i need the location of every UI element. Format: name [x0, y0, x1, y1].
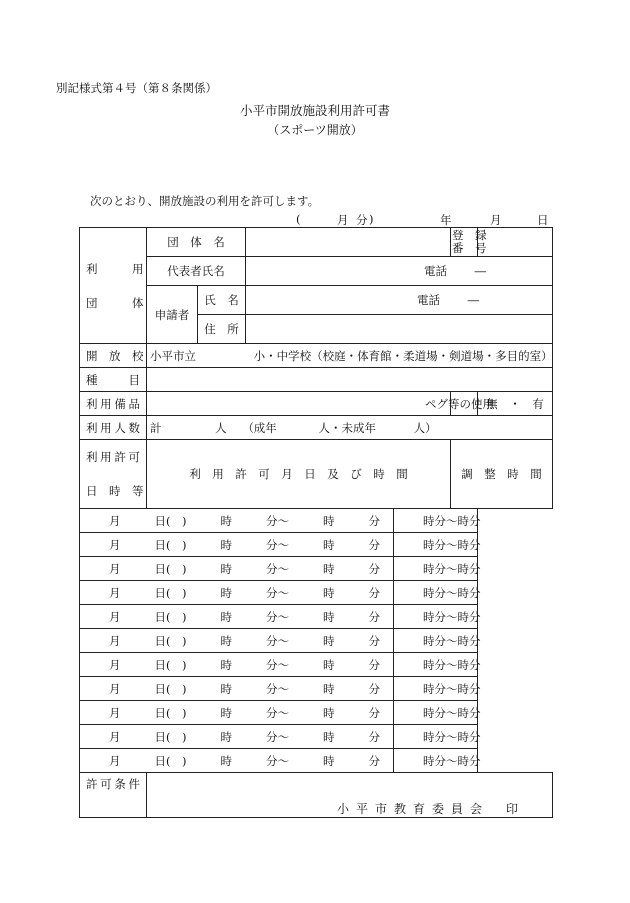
representative-label: 代表者氏名 — [147, 257, 246, 286]
adjust-minute-tilde-label: 分～ — [434, 537, 458, 552]
schedule-hour2-label: 時 — [322, 753, 335, 768]
schedule-hour2-label: 時 — [322, 609, 335, 624]
schedule-permit-time[interactable] — [80, 749, 394, 773]
adjust-hour2-label: 時 — [457, 681, 469, 696]
schedule-day-label: 日( ) — [154, 729, 187, 744]
schedule-month-label: 月 — [109, 633, 121, 648]
schedule-minute-label: 分 — [368, 633, 380, 648]
schedule-hour-label: 時 — [220, 609, 232, 624]
schedule-minute-tilde-label: 分～ — [265, 729, 289, 744]
adjust-hour2-label: 時 — [457, 729, 469, 744]
adjust-hour-label: 時 — [423, 537, 435, 552]
schedule-minute-tilde-label: 分～ — [265, 585, 289, 600]
schedule-row — [80, 533, 553, 557]
people-close: 人） — [413, 420, 437, 435]
schedule-month-label: 月 — [109, 513, 121, 528]
schedule-month-label: 月 — [109, 609, 121, 624]
schedule-row — [80, 749, 553, 773]
adjust-minute-label: 分 — [469, 609, 481, 624]
schedule-minute-label: 分 — [368, 657, 380, 672]
adjust-minute-tilde-label: 分～ — [434, 729, 458, 744]
people-adult-label: （成年 — [242, 420, 277, 435]
schedule-minute-tilde-label: 分～ — [265, 657, 289, 672]
adjust-hour-label: 時 — [423, 657, 435, 672]
schedule-hour-label: 時 — [220, 729, 232, 744]
registration-label: 登 録 番 号 — [452, 228, 487, 255]
schedule-minute-label: 分 — [368, 561, 380, 576]
schedule-minute-label: 分 — [368, 609, 380, 624]
schedule-day-label: 日( ) — [154, 681, 187, 696]
adjust-minute-label: 分 — [469, 681, 481, 696]
equipment-label: 利用備品 — [80, 392, 147, 416]
schedule-hour2-label: 時 — [322, 657, 335, 672]
schedule-permit-time[interactable] — [80, 557, 394, 581]
schedule-permit-time[interactable] — [80, 653, 394, 677]
schedule-adjust-time[interactable] — [394, 509, 481, 533]
document-title: 小平市開放施設利用許可書 — [239, 103, 390, 118]
applicant-address-label: 住 所 — [198, 315, 246, 344]
schedule-permit-time[interactable] — [80, 725, 394, 749]
adjust-hour2-label: 時 — [457, 705, 469, 720]
schedule-header-right: 調 整 時 間 — [451, 440, 553, 509]
schedule-permit-time[interactable] — [80, 677, 394, 701]
group-name-row — [80, 228, 553, 257]
people-total-label: 計 — [150, 420, 162, 435]
schedule-adjust-time[interactable] — [394, 677, 481, 701]
adjust-minute-label: 分 — [469, 513, 481, 528]
people-minor-label: 人・未成年 — [318, 420, 376, 435]
category-row — [80, 368, 553, 392]
schedule-minute-tilde-label: 分～ — [265, 561, 289, 576]
date-day-label: 日 — [537, 213, 549, 227]
registration-field[interactable] — [478, 228, 553, 257]
schedule-minute-tilde-label: 分～ — [265, 705, 289, 720]
schedule-day-label: 日( ) — [154, 705, 187, 720]
equipment-row — [80, 392, 553, 416]
adjust-hour2-label: 時 — [457, 753, 469, 768]
date-minute-label: 分 — [356, 213, 368, 227]
date-year-label: 年 — [440, 213, 452, 227]
schedule-hour2-label: 時 — [322, 537, 335, 552]
conditions-label: 許可条件 — [80, 773, 147, 818]
people-label: 利用人数 — [80, 416, 147, 440]
adjust-minute-label: 分 — [469, 729, 481, 744]
rep-phone-label: 電話 — [424, 264, 447, 278]
adjust-hour2-label: 時 — [457, 609, 469, 624]
schedule-minute-label: 分 — [368, 585, 380, 600]
adjust-minute-label: 分 — [469, 657, 481, 672]
schedule-month-label: 月 — [109, 681, 121, 696]
peg-usage-label: ペグ等の使用 — [451, 392, 478, 416]
schedule-adjust-time[interactable] — [394, 629, 481, 653]
adjust-hour2-label: 時 — [457, 585, 469, 600]
schedule-row — [80, 677, 553, 701]
facility-city: 小平市立 — [150, 348, 196, 363]
facility-label: 開 放 校 — [80, 344, 147, 368]
adjust-hour-label: 時 — [423, 609, 435, 624]
schedule-day-label: 日( ) — [154, 537, 187, 552]
applicant-label: 申請者 — [147, 286, 198, 344]
schedule-hour2-label: 時 — [322, 585, 335, 600]
adjust-hour2-label: 時 — [457, 561, 469, 576]
schedule-hour-label: 時 — [220, 681, 232, 696]
facility-field[interactable] — [147, 344, 553, 368]
schedule-adjust-time[interactable] — [394, 653, 481, 677]
permit-form-table — [79, 227, 553, 818]
applicant-name-field[interactable] — [246, 286, 553, 315]
people-unit: 人 — [215, 420, 227, 435]
schedule-section-label: 利用許可 日 時 等 — [80, 440, 147, 509]
date-paren-close: ) — [369, 212, 374, 226]
schedule-row — [80, 653, 553, 677]
group-name-field[interactable] — [246, 228, 451, 257]
date-month2-label: 月 — [490, 213, 502, 227]
adjust-minute-label: 分 — [469, 705, 481, 720]
schedule-month-label: 月 — [109, 537, 121, 552]
schedule-permit-time[interactable] — [80, 533, 394, 557]
adjust-hour2-label: 時 — [457, 657, 469, 672]
schedule-hour-label: 時 — [220, 513, 232, 528]
schedule-hour-label: 時 — [220, 657, 232, 672]
schedule-minute-label: 分 — [368, 729, 380, 744]
schedule-day-label: 日( ) — [154, 753, 187, 768]
adjust-minute-tilde-label: 分～ — [434, 585, 458, 600]
schedule-adjust-time[interactable] — [394, 605, 481, 629]
schedule-day-label: 日( ) — [154, 561, 187, 576]
facility-school-type: 小・中学校（校庭・体育館・柔道場・剣道場・多目的室） — [253, 348, 553, 363]
adjust-minute-tilde-label: 分～ — [434, 561, 458, 576]
schedule-permit-time[interactable] — [80, 581, 394, 605]
adjust-hour-label: 時 — [423, 705, 435, 720]
schedule-month-label: 月 — [109, 705, 121, 720]
schedule-day-label: 日( ) — [154, 609, 187, 624]
schedule-header-left: 利 用 許 可 月 日 及 び 時 間 — [147, 440, 451, 509]
schedule-row — [80, 629, 553, 653]
schedule-minute-tilde-label: 分～ — [265, 633, 289, 648]
schedule-row — [80, 605, 553, 629]
schedule-minute-label: 分 — [368, 513, 380, 528]
adjust-minute-label: 分 — [469, 537, 481, 552]
schedule-minute-tilde-label: 分～ — [265, 537, 289, 552]
adjust-hour-label: 時 — [423, 585, 435, 600]
applicant-name-row — [80, 286, 553, 315]
adjust-minute-label: 分 — [469, 633, 481, 648]
group-section-label: 利 用 団 体 — [80, 228, 147, 344]
schedule-header-row — [80, 440, 553, 509]
schedule-row — [80, 701, 553, 725]
adjust-minute-tilde-label: 分～ — [434, 633, 458, 648]
schedule-hour-label: 時 — [220, 633, 232, 648]
schedule-hour2-label: 時 — [322, 513, 335, 528]
document-subtitle: （スポーツ開放） — [267, 123, 363, 137]
schedule-hour2-label: 時 — [322, 729, 335, 744]
schedule-permit-time[interactable] — [80, 629, 394, 653]
adjust-minute-tilde-label: 分～ — [434, 753, 458, 768]
applicant-phone-dash: ― — [467, 293, 480, 307]
category-label: 種 目 — [80, 368, 147, 392]
adjust-hour-label: 時 — [423, 729, 435, 744]
adjust-minute-tilde-label: 分～ — [434, 513, 458, 528]
schedule-hour-label: 時 — [220, 753, 232, 768]
schedule-month-label: 月 — [109, 561, 121, 576]
schedule-minute-tilde-label: 分～ — [265, 513, 289, 528]
schedule-month-label: 月 — [109, 753, 121, 768]
schedule-adjust-time[interactable] — [394, 533, 481, 557]
schedule-permit-time[interactable] — [80, 701, 394, 725]
schedule-hour-label: 時 — [220, 537, 232, 552]
adjust-minute-label: 分 — [469, 585, 481, 600]
schedule-adjust-time[interactable] — [394, 701, 481, 725]
adjust-minute-label: 分 — [469, 561, 481, 576]
adjust-hour2-label: 時 — [457, 537, 469, 552]
schedule-minute-tilde-label: 分～ — [265, 753, 289, 768]
date-paren-open: ( — [296, 212, 301, 226]
intro-text: 次のとおり、開放施設の利用を許可します。 — [90, 194, 320, 208]
schedule-adjust-time[interactable] — [394, 725, 481, 749]
schedule-row — [80, 725, 553, 749]
adjust-minute-tilde-label: 分～ — [434, 681, 458, 696]
schedule-permit-time[interactable] — [80, 509, 394, 533]
applicant-name-label: 氏 名 — [198, 286, 246, 315]
schedule-adjust-time[interactable] — [394, 749, 481, 773]
applicant-phone-label: 電話 — [417, 293, 440, 307]
schedule-day-label: 日( ) — [154, 513, 187, 528]
adjust-minute-label: 分 — [469, 753, 481, 768]
schedule-hour-label: 時 — [220, 561, 232, 576]
representative-row — [80, 257, 553, 286]
adjust-hour-label: 時 — [423, 633, 435, 648]
schedule-row — [80, 557, 553, 581]
schedule-hour-label: 時 — [220, 585, 232, 600]
adjust-minute-tilde-label: 分～ — [434, 609, 458, 624]
adjust-minute-tilde-label: 分～ — [434, 657, 458, 672]
representative-field[interactable] — [246, 257, 553, 286]
schedule-adjust-time[interactable] — [394, 557, 481, 581]
schedule-month-label: 月 — [109, 657, 121, 672]
schedule-row — [80, 581, 553, 605]
adjust-hour-label: 時 — [423, 681, 435, 696]
schedule-minute-label: 分 — [368, 537, 380, 552]
issuer-name: 小平市教育委員会 — [337, 802, 490, 816]
schedule-permit-time[interactable] — [80, 605, 394, 629]
schedule-minute-tilde-label: 分～ — [265, 609, 289, 624]
schedule-row — [80, 509, 553, 533]
schedule-minute-tilde-label: 分～ — [265, 681, 289, 696]
people-field[interactable] — [147, 416, 553, 440]
people-row — [80, 416, 553, 440]
category-field[interactable] — [147, 368, 553, 392]
schedule-month-label: 月 — [109, 729, 121, 744]
facility-row — [80, 344, 553, 368]
adjust-hour-label: 時 — [423, 753, 435, 768]
seal-mark: 印 — [506, 802, 519, 816]
adjust-hour-label: 時 — [423, 561, 435, 576]
schedule-day-label: 日( ) — [154, 585, 187, 600]
schedule-day-label: 日( ) — [154, 657, 187, 672]
date-month-label: 月 — [337, 213, 349, 227]
applicant-address-field[interactable] — [246, 315, 553, 344]
schedule-hour2-label: 時 — [322, 705, 335, 720]
schedule-minute-label: 分 — [368, 705, 380, 720]
schedule-adjust-time[interactable] — [394, 581, 481, 605]
schedule-hour2-label: 時 — [322, 681, 335, 696]
equipment-field[interactable] — [147, 392, 451, 416]
adjust-minute-tilde-label: 分～ — [434, 705, 458, 720]
schedule-hour-label: 時 — [220, 705, 232, 720]
group-name-label: 団 体 名 — [147, 228, 246, 257]
form-number: 別記様式第４号（第８条関係） — [56, 81, 217, 95]
adjust-hour-label: 時 — [423, 513, 435, 528]
schedule-minute-label: 分 — [368, 681, 380, 696]
schedule-day-label: 日( ) — [154, 633, 187, 648]
rep-phone-dash: ― — [474, 264, 487, 278]
schedule-hour2-label: 時 — [322, 633, 335, 648]
adjust-hour2-label: 時 — [457, 513, 469, 528]
schedule-minute-label: 分 — [368, 753, 380, 768]
schedule-month-label: 月 — [109, 585, 121, 600]
adjust-hour2-label: 時 — [457, 633, 469, 648]
schedule-hour2-label: 時 — [322, 561, 335, 576]
peg-usage-options[interactable]: 無 ・ 有 — [478, 392, 553, 416]
